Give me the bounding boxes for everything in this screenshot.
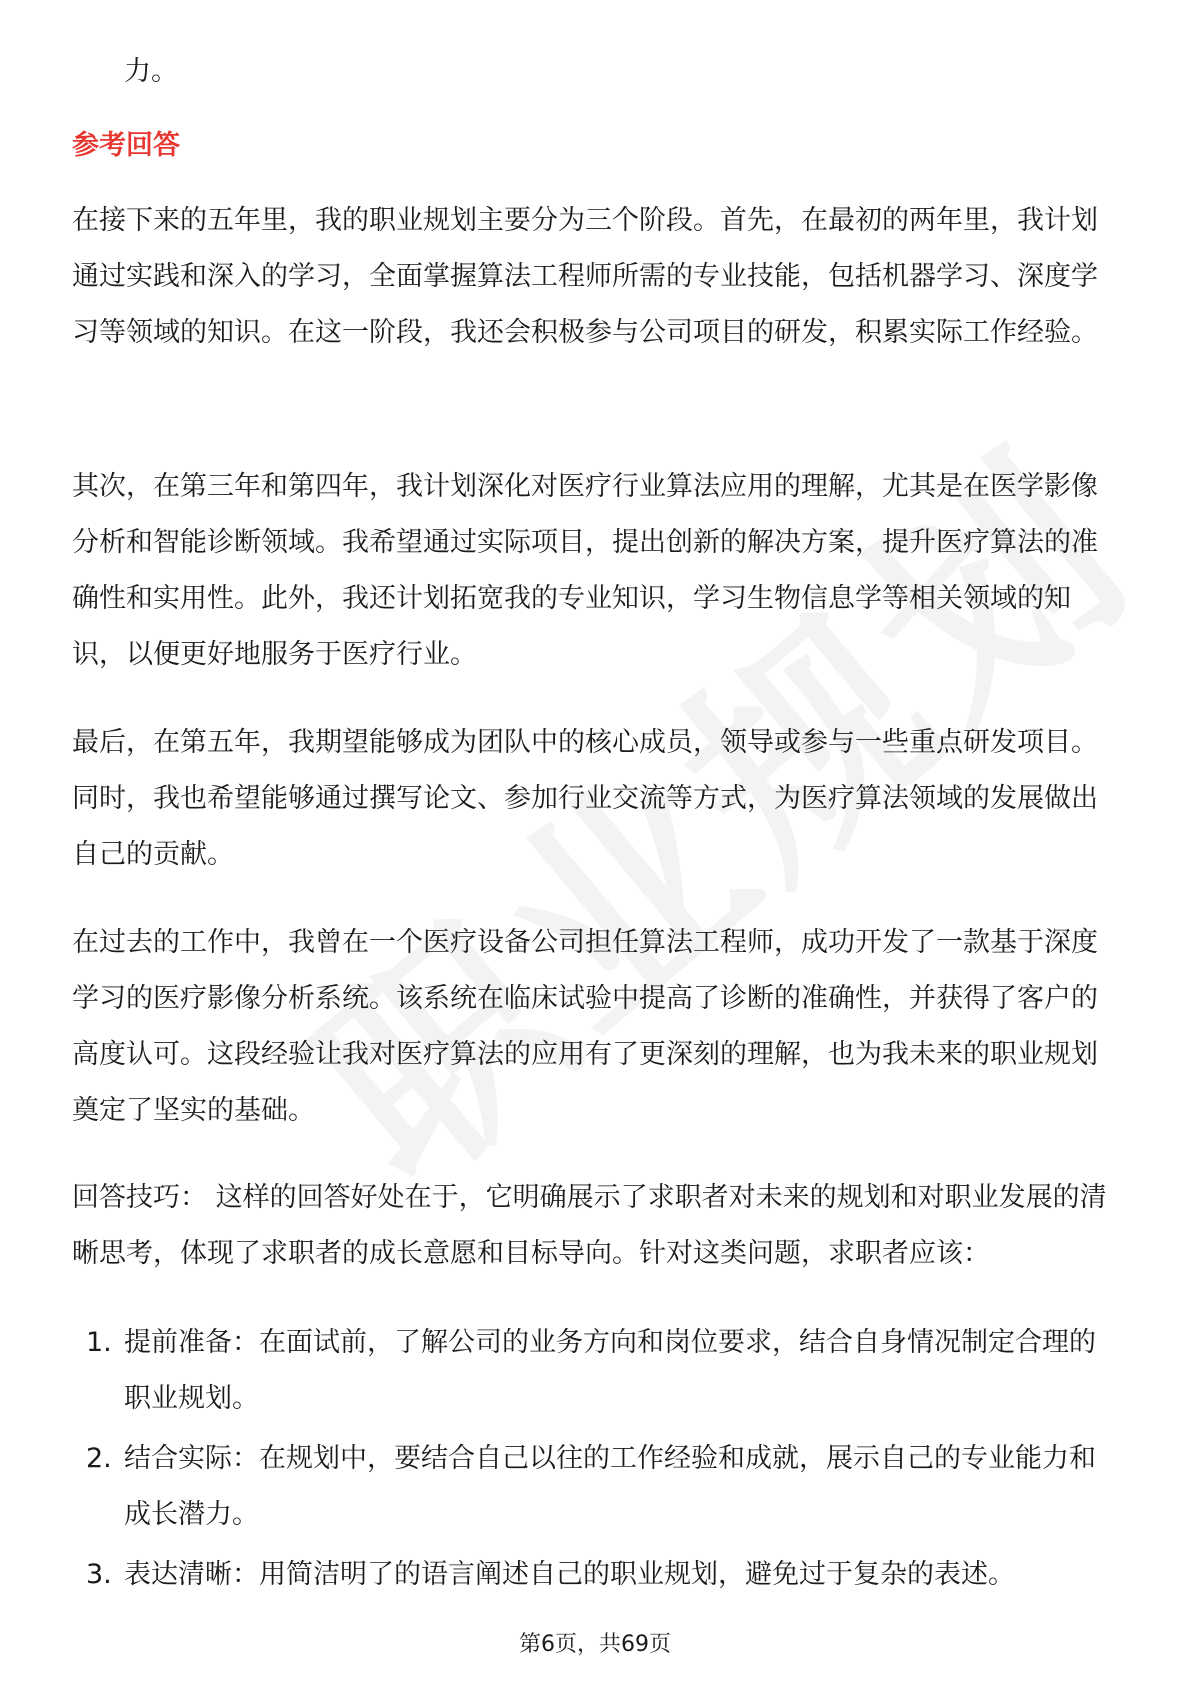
paragraph-4: 在过去的工作中，我曾在一个医疗设备公司担任算法工程师，成功开发了一款基于深度学习的医疗影像分析系统。该系统在临床试验中提高了诊断的准确性，并获得了客户的高度认可。这段经验让我对医疗算法的应用有了更深刻的理解，也为我未来的职业规划奠定了坚实的基础。 xyxy=(72,927,1098,1126)
tip-item xyxy=(72,1431,1122,1543)
section-title: 参考回答 xyxy=(72,130,180,161)
tip-item xyxy=(72,1547,1122,1603)
tip-number: 3. xyxy=(86,1559,112,1590)
tips-list xyxy=(72,1315,1122,1607)
paragraph-3: 最后，在第五年，我期望能够成为团队中的核心成员，领导或参与一些重点研发项目。同时，我也希望能够通过撰写论文、参加行业交流等方式，为医疗算法领域的发展做出自己的贡献。 xyxy=(72,727,1098,870)
tip-text: 结合实际：在规划中，要结合自己以往的工作经验和成就，展示自己的专业能力和成长潜力。 xyxy=(124,1443,1096,1530)
tip-number: 2. xyxy=(86,1443,112,1474)
tip-text: 表达清晰：用简洁明了的语言阐述自己的职业规划，避免过于复杂的表述。 xyxy=(124,1559,1015,1590)
tip-number: 1. xyxy=(86,1327,112,1358)
tip-text: 提前准备：在面试前，了解公司的业务方向和岗位要求，结合自身情况制定合理的职业规划。 xyxy=(124,1327,1096,1414)
answer-tips-intro: 回答技巧： 这样的回答好处在于，它明确展示了求职者对未来的规划和对职业发展的清晰思考，体现了求职者的成长意愿和目标导向。针对这类问题，求职者应该： xyxy=(72,1182,1107,1269)
paragraph-1: 在接下来的五年里，我的职业规划主要分为三个阶段。首先，在最初的两年里，我计划通过实践和深入的学习，全面掌握算法工程师所需的专业技能，包括机器学习、深度学习等领域的知识。在这一阶段，我还会积极参与公司项目的研发，积累实际工作经验。 xyxy=(72,205,1098,348)
continuation-text: 力。 xyxy=(124,56,178,87)
paragraph-2: 其次，在第三年和第四年，我计划深化对医疗行业算法应用的理解，尤其是在医学影像分析和智能诊断领域。我希望通过实际项目，提出创新的解决方案，提升医疗算法的准确性和实用性。此外，我还计划拓宽我的专业知识，学习生物信息学等相关领域的知识，以便更好地服务于医疗行业。 xyxy=(72,471,1098,670)
page-footer: 第6页，共69页 xyxy=(519,1632,671,1657)
tip-item xyxy=(72,1315,1122,1427)
